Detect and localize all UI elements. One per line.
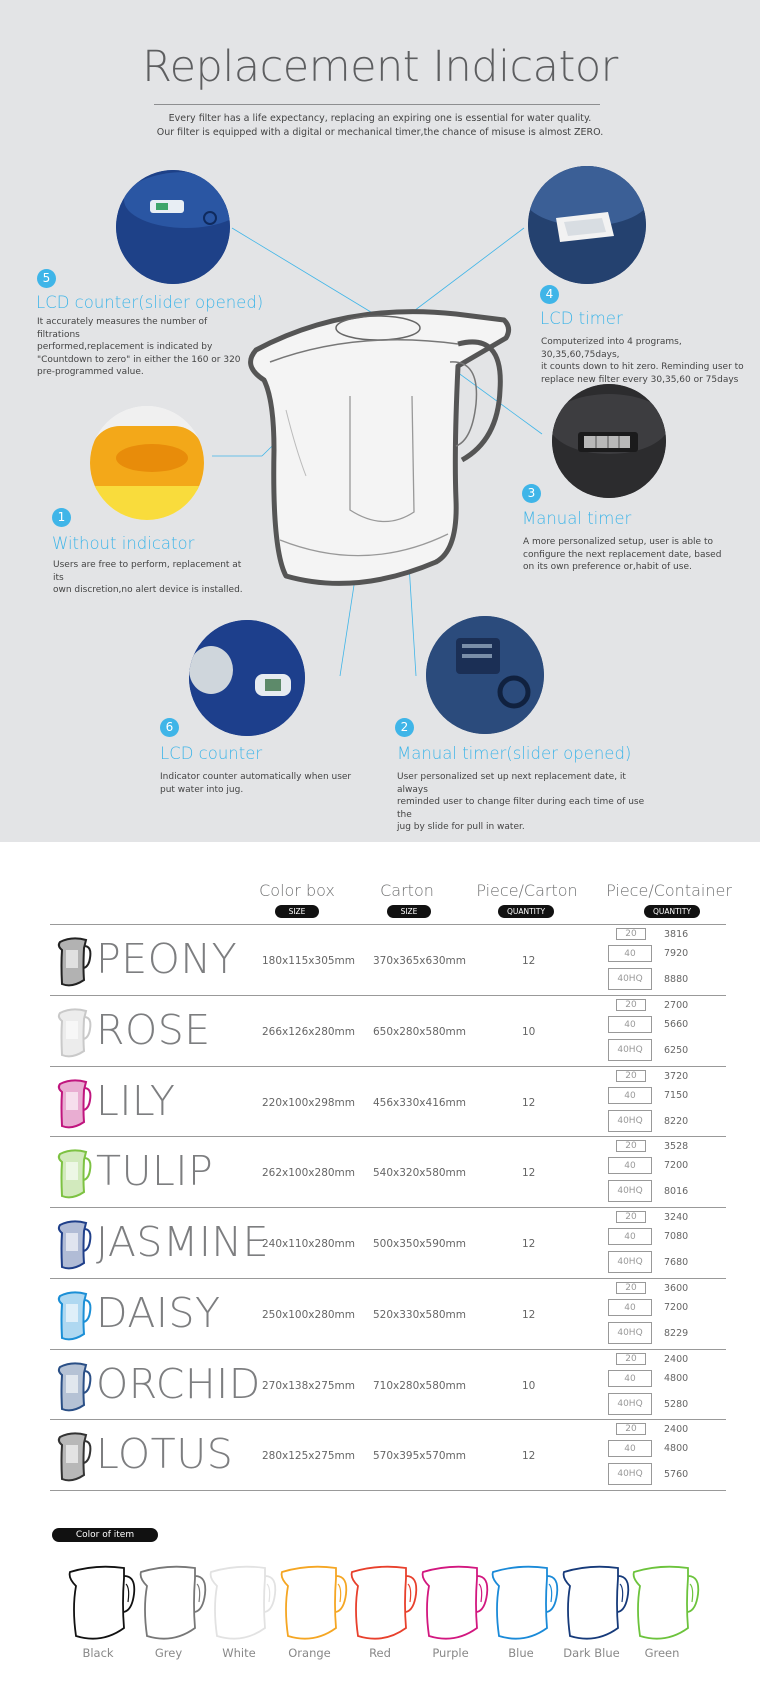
piece-per-carton: 12 bbox=[522, 1096, 536, 1109]
header-color-box: Color box bbox=[259, 881, 335, 900]
quantity-pill-container: QUANTITY bbox=[644, 905, 700, 918]
pitcher-outline-icon bbox=[419, 1564, 491, 1644]
feature-6-number-badge: 6 bbox=[160, 718, 179, 737]
feature-1-line-1: Users are free to perform, replacement at its bbox=[53, 560, 242, 583]
container-20-quantity: 3816 bbox=[664, 929, 689, 940]
table-row bbox=[50, 1136, 726, 1207]
pitcher-outline-icon bbox=[489, 1564, 561, 1644]
container-40hq-quantity: 8016 bbox=[664, 1186, 689, 1198]
feature-3-line-3: on its own preference or,habit of use. bbox=[523, 562, 692, 572]
feature-3-line-2: configure the next replacement date, based bbox=[523, 549, 722, 560]
lcd-counter-photo bbox=[189, 620, 305, 736]
container-20-label: 20 bbox=[616, 1353, 646, 1365]
table-row bbox=[50, 1066, 726, 1137]
feature-4-title: LCD timer bbox=[540, 309, 623, 328]
color-label: Green bbox=[644, 1646, 680, 1660]
container-40hq-quantity: 7680 bbox=[664, 1257, 689, 1268]
feature-5-title: LCD counter(slider opened) bbox=[36, 293, 264, 312]
table-row bbox=[50, 995, 726, 1066]
container-40-quantity: 7150 bbox=[664, 1089, 689, 1101]
header-piece-container: Piece/Container bbox=[606, 881, 732, 900]
table-bottom-rule bbox=[50, 1490, 726, 1491]
container-20-label: 20 bbox=[616, 1282, 646, 1294]
piece-per-carton: 10 bbox=[522, 1379, 536, 1392]
carton-size: 370x365x630mm bbox=[373, 955, 467, 967]
lcd-timer-photo bbox=[528, 166, 646, 284]
container-40hq-label: 40HQ bbox=[608, 1463, 652, 1485]
pitcher-thumbnail-icon bbox=[54, 1217, 92, 1273]
product-name: ORCHID bbox=[96, 1359, 261, 1408]
container-40hq-quantity: 5280 bbox=[664, 1398, 689, 1410]
container-20-quantity: 3720 bbox=[664, 1070, 689, 1082]
product-name: JASMINE bbox=[96, 1218, 269, 1266]
color-box-size: 180x115x305mm bbox=[262, 955, 356, 967]
carton-size: 520x330x580mm bbox=[373, 1308, 467, 1321]
color-label: Red bbox=[369, 1646, 391, 1660]
feature-2-line-1: User personalized set up next replacement date, it always bbox=[397, 772, 626, 795]
color-label: Dark Blue bbox=[563, 1646, 620, 1660]
feature-6-title: LCD counter bbox=[160, 744, 263, 763]
color-label: Purple bbox=[432, 1646, 469, 1660]
container-40-label: 40 bbox=[608, 1440, 652, 1457]
container-20-quantity: 2400 bbox=[664, 1424, 689, 1436]
pitcher-thumbnail-icon bbox=[54, 1429, 92, 1485]
feature-5-line-3: "Countdown to zero" in either the 160 or 320 bbox=[37, 354, 241, 365]
feature-6-line-1: Indicator counter automatically when user bbox=[160, 772, 352, 782]
pitcher-thumbnail-icon bbox=[54, 1005, 92, 1061]
container-40-quantity: 4800 bbox=[664, 1372, 689, 1384]
container-40hq-quantity: 8229 bbox=[664, 1327, 689, 1339]
container-40hq-label: 40HQ bbox=[608, 1393, 652, 1415]
carton-size: 710x280x580mm bbox=[373, 1379, 467, 1392]
pitcher-outline-icon bbox=[630, 1564, 702, 1644]
container-20-quantity: 2700 bbox=[664, 999, 689, 1011]
container-20-quantity: 3528 bbox=[664, 1141, 689, 1153]
container-40-label: 40 bbox=[608, 945, 652, 962]
feature-4-number-badge: 4 bbox=[540, 285, 559, 304]
container-40-quantity: 5660 bbox=[664, 1018, 689, 1030]
feature-1-title: Without indicator bbox=[52, 534, 195, 553]
container-40hq-label: 40HQ bbox=[608, 1180, 652, 1202]
pitcher-thumbnail-icon bbox=[54, 1359, 92, 1415]
feature-6-description bbox=[160, 771, 360, 796]
product-name: PEONY bbox=[96, 935, 238, 983]
container-20-label: 20 bbox=[616, 1070, 646, 1082]
color-box-size: 280x125x275mm bbox=[262, 1450, 356, 1463]
container-40-label: 40 bbox=[608, 1228, 652, 1245]
container-20-label: 20 bbox=[616, 1423, 646, 1435]
container-20-label: 20 bbox=[616, 999, 646, 1011]
feature-5-line-4: pre-programmed value. bbox=[37, 367, 144, 377]
pitcher-thumbnail-icon bbox=[54, 1146, 92, 1202]
feature-3-line-1: A more personalized setup, user is able to bbox=[523, 537, 713, 547]
color-box-size: 262x100x280mm bbox=[262, 1167, 356, 1180]
feature-2-description bbox=[397, 771, 657, 834]
color-box-size: 250x100x280mm bbox=[262, 1308, 356, 1321]
container-20-label: 20 bbox=[616, 1211, 646, 1223]
carton-size: 500x350x590mm bbox=[373, 1238, 467, 1250]
feature-6-line-2: put water into jug. bbox=[160, 784, 244, 795]
intro-text bbox=[0, 112, 760, 140]
container-40hq-quantity: 8220 bbox=[664, 1115, 689, 1127]
color-box-size: 220x100x298mm bbox=[262, 1096, 356, 1109]
feature-4-line-3: replace new filter every 30,35,60 or 75days bbox=[541, 374, 739, 385]
table-row bbox=[50, 1349, 726, 1420]
piece-per-carton: 12 bbox=[522, 1238, 536, 1250]
container-40-quantity: 4800 bbox=[664, 1443, 689, 1455]
carton-size: 540x320x580mm bbox=[373, 1167, 467, 1180]
pitcher-illustration bbox=[236, 300, 516, 600]
pitcher-thumbnail-icon bbox=[54, 1076, 92, 1132]
piece-per-carton: 12 bbox=[522, 1167, 536, 1180]
piece-per-carton: 10 bbox=[522, 1025, 536, 1038]
color-box-size: 240x110x280mm bbox=[262, 1238, 356, 1250]
container-40-label: 40 bbox=[608, 1016, 652, 1033]
container-40-label: 40 bbox=[608, 1370, 652, 1387]
pitcher-thumbnail-icon bbox=[54, 934, 92, 990]
feature-4-line-2: it counts down to hit zero. Reminding user to bbox=[541, 362, 744, 372]
feature-5-line-2: performed,replacement is indicated by bbox=[37, 342, 213, 352]
container-40hq-quantity: 6250 bbox=[664, 1044, 689, 1056]
table-row bbox=[50, 924, 726, 995]
feature-4-description bbox=[541, 336, 756, 386]
color-label: Black bbox=[82, 1646, 114, 1660]
container-40-label: 40 bbox=[608, 1157, 652, 1174]
carton-size: 456x330x416mm bbox=[373, 1096, 467, 1109]
feature-5-description bbox=[37, 316, 247, 379]
product-name: LOTUS bbox=[96, 1430, 234, 1479]
product-name: TULIP bbox=[96, 1147, 214, 1196]
feature-5-number-badge: 5 bbox=[37, 269, 56, 288]
quantity-pill-carton: QUANTITY bbox=[498, 905, 554, 918]
page-title: Replacement Indicator bbox=[142, 42, 618, 92]
header-piece-carton: Piece/Carton bbox=[476, 881, 578, 900]
carton-size: 570x395x570mm bbox=[373, 1450, 467, 1463]
container-40hq-quantity: 8880 bbox=[664, 974, 689, 985]
product-name: LILY bbox=[96, 1076, 176, 1125]
pitcher-outline-icon bbox=[66, 1564, 138, 1644]
pitcher-outline-icon bbox=[137, 1564, 209, 1644]
feature-5-line-1: It accurately measures the number of filtrations bbox=[37, 317, 208, 340]
container-40hq-label: 40HQ bbox=[608, 1251, 652, 1273]
feature-1-description bbox=[53, 559, 253, 597]
size-pill-carton: SIZE bbox=[387, 905, 431, 918]
container-40-label: 40 bbox=[608, 1087, 652, 1104]
container-40-label: 40 bbox=[608, 1299, 652, 1316]
feature-1-line-2: own discretion,no alert device is installed. bbox=[53, 585, 243, 595]
title-divider bbox=[154, 104, 600, 105]
lcd-counter-slider-photo bbox=[116, 170, 230, 284]
feature-2-number-badge: 2 bbox=[395, 718, 414, 737]
piece-per-carton: 12 bbox=[522, 1308, 536, 1321]
feature-2-line-3: jug by slide for pull in water. bbox=[397, 822, 525, 832]
pitcher-outline-icon bbox=[348, 1564, 420, 1644]
intro-line-2: Our filter is equipped with a digital or mechanical timer,the chance of misuse is almost ZERO. bbox=[156, 127, 604, 138]
manual-timer-slider-photo bbox=[426, 616, 544, 734]
container-40-quantity: 7080 bbox=[664, 1231, 689, 1242]
product-name: DAISY bbox=[96, 1288, 221, 1337]
feature-2-title: Manual timer(slider opened) bbox=[397, 744, 632, 763]
container-40hq-label: 40HQ bbox=[608, 1322, 652, 1344]
container-40-quantity: 7200 bbox=[664, 1301, 689, 1313]
color-of-item-label: Color of item bbox=[52, 1528, 158, 1542]
product-name: ROSE bbox=[96, 1005, 211, 1054]
replacement-indicator-section bbox=[0, 0, 760, 842]
color-label: Grey bbox=[154, 1646, 183, 1660]
color-box-size: 266x126x280mm bbox=[262, 1025, 356, 1038]
container-40hq-label: 40HQ bbox=[608, 1110, 652, 1132]
feature-2-line-2: reminded user to change filter during each time of use the bbox=[397, 797, 645, 820]
pitcher-outline-icon bbox=[207, 1564, 279, 1644]
color-box-size: 270x138x275mm bbox=[262, 1379, 356, 1392]
table-row bbox=[50, 1419, 726, 1490]
table-row bbox=[50, 1278, 726, 1349]
intro-line-1: Every filter has a life expectancy, replacing an expiring one is essential for water quality. bbox=[168, 113, 592, 124]
feature-3-title: Manual timer bbox=[522, 509, 632, 528]
carton-size: 650x280x580mm bbox=[373, 1025, 467, 1038]
color-label: Blue bbox=[508, 1646, 534, 1660]
container-40-quantity: 7920 bbox=[664, 948, 689, 959]
color-label: White bbox=[222, 1646, 256, 1660]
color-label: Orange bbox=[288, 1646, 331, 1660]
without-indicator-photo bbox=[90, 406, 204, 520]
pitcher-outline-icon bbox=[560, 1564, 632, 1644]
feature-3-description bbox=[523, 536, 728, 574]
feature-4-line-1: Computerized into 4 programs, 30,35,60,75days, bbox=[541, 337, 682, 360]
container-20-quantity: 3600 bbox=[664, 1282, 689, 1294]
table-row bbox=[50, 1207, 726, 1278]
feature-1-number-badge: 1 bbox=[52, 508, 71, 527]
pitcher-thumbnail-icon bbox=[54, 1288, 92, 1344]
container-40hq-label: 40HQ bbox=[608, 968, 652, 990]
piece-per-carton: 12 bbox=[522, 955, 536, 967]
container-40-quantity: 7200 bbox=[664, 1160, 689, 1172]
header-carton: Carton bbox=[380, 881, 434, 900]
size-pill-color-box: SIZE bbox=[275, 905, 319, 918]
container-40hq-label: 40HQ bbox=[608, 1039, 652, 1061]
pitcher-outline-icon bbox=[278, 1564, 350, 1644]
container-20-quantity: 3240 bbox=[664, 1212, 689, 1223]
feature-3-number-badge: 3 bbox=[522, 484, 541, 503]
manual-timer-photo bbox=[552, 384, 666, 498]
container-40hq-quantity: 5760 bbox=[664, 1469, 689, 1481]
container-20-quantity: 2400 bbox=[664, 1353, 689, 1365]
container-20-label: 20 bbox=[616, 928, 646, 940]
piece-per-carton: 12 bbox=[522, 1450, 536, 1463]
container-20-label: 20 bbox=[616, 1140, 646, 1152]
